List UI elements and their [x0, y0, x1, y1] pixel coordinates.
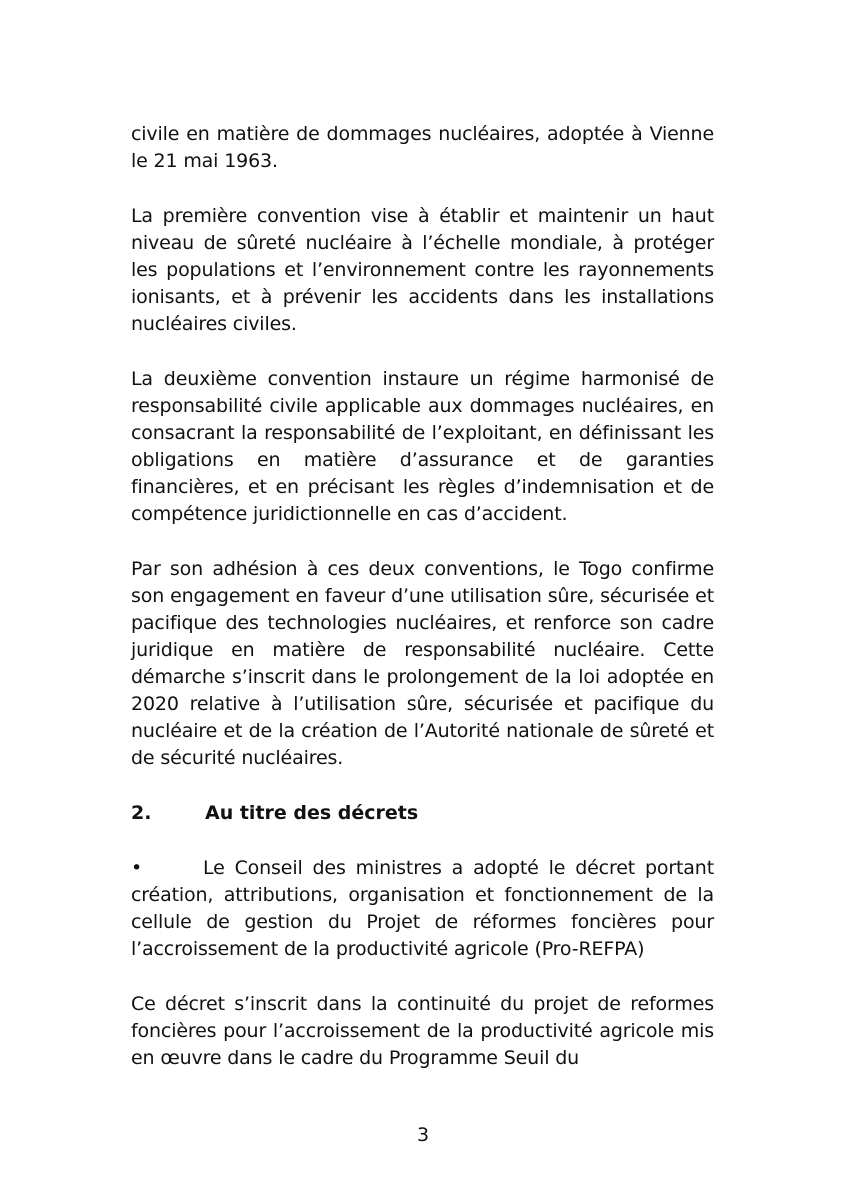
- bullet-item-decree: [131, 855, 714, 963]
- paragraph-second-convention: La deuxième convention instaure un régime harmonisé de responsabilité civile applicable aux dommages nucléaires, en consacrant la responsabilité de l’exploitant, en définissant les obligations en matière d’assurance et de garanties financières, et en précisant les règles d’indemnisation et de compétence juridictionnelle en cas d’accident.: [131, 368, 714, 525]
- bullet-item-text: Le Conseil des ministres a adopté le décret portant création, attributions, organisation et fonctionnement de la cellule de gestion du Projet de réformes foncières pour l’accroissement de la productivité agricole (Pro-REFPA): [131, 857, 714, 960]
- paragraph-togo-adhesion: Par son adhésion à ces deux conventions, le Togo confirme son engagement en faveur d’une utilisation sûre, sécurisée et pacifique des technologies nucléaires, et renforce son cadre juridique en matière de responsabilité nucléaire. Cette démarche s’inscrit dans le prolongement de la loi adoptée en 2020 relative à l’utilisation sûre, sécurisée et pacifique du nucléaire et de la création de l’Autorité nationale de sûreté et de sécurité nucléaires.: [131, 558, 714, 769]
- paragraph-first-convention: La première convention vise à établir et maintenir un haut niveau de sûreté nucléaire à l’échelle mondiale, à protéger les populations et l’environnement contre les rayonnements ionisants, et à prévenir les accidents dans les installations nucléaires civiles.: [131, 205, 714, 335]
- document-body: [131, 121, 714, 1072]
- section-heading: [131, 800, 714, 827]
- section-title: Au titre des décrets: [205, 802, 419, 824]
- paragraph-decree-context: Ce décret s’inscrit dans la continuité du projet de reformes foncières pour l’accroissement de la productivité agricole mis en œuvre dans le cadre du Programme Seuil du: [131, 993, 714, 1069]
- page-number: 3: [416, 1124, 430, 1146]
- paragraph-convention-vienne: civile en matière de dommages nucléaires, adoptée à Vienne le 21 mai 1963.: [131, 123, 714, 172]
- section-number: 2.: [131, 802, 152, 824]
- bullet-icon: •: [131, 857, 143, 879]
